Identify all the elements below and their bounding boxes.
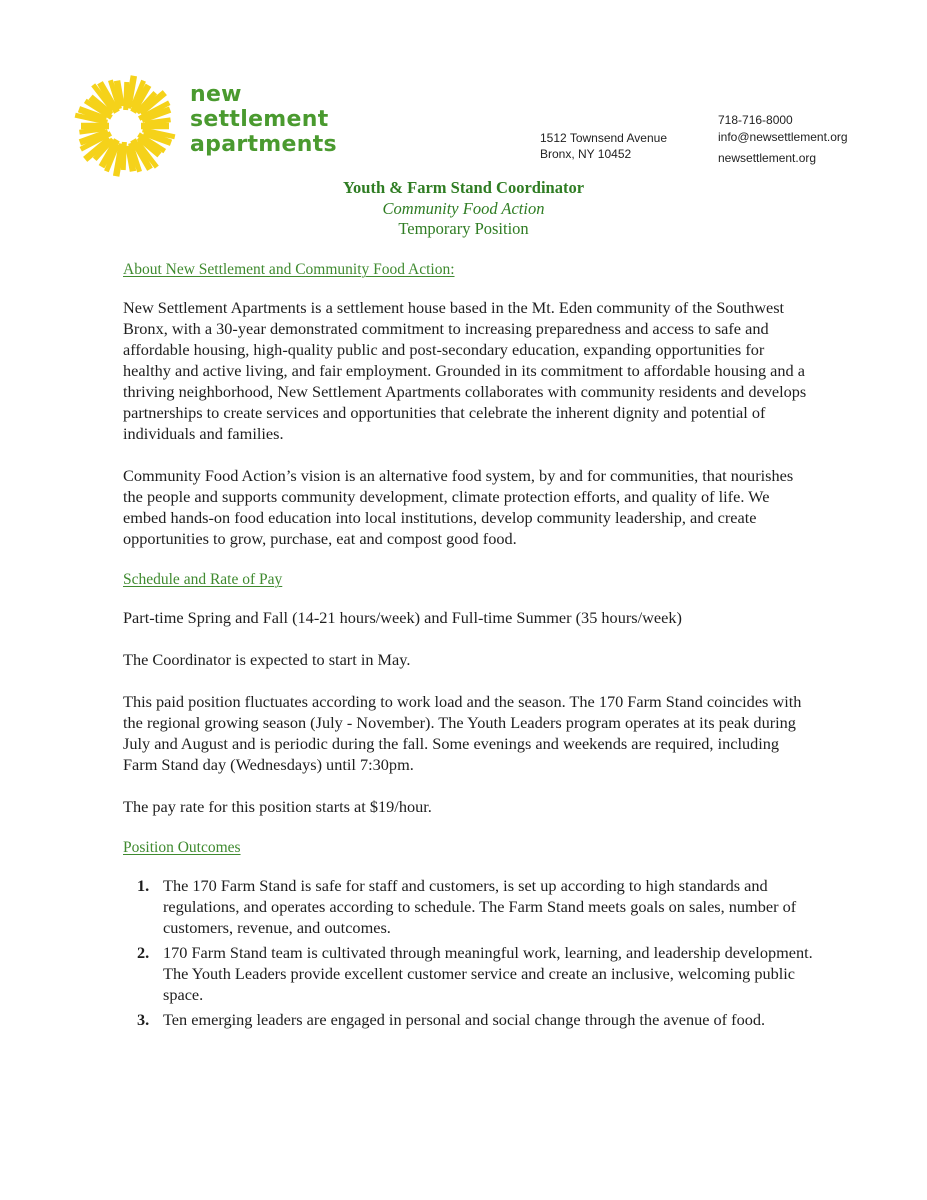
email: info@newsettlement.org — [718, 130, 848, 144]
list-item — [123, 942, 813, 1005]
outcomes-list — [123, 875, 813, 1030]
street: 1512 Townsend Avenue — [540, 131, 668, 145]
logo-line: settlement — [190, 107, 329, 132]
list-item — [123, 1009, 813, 1030]
website: newsettlement.org — [718, 151, 817, 165]
list-item — [123, 875, 813, 938]
pay-rate: The pay rate for this position starts at $19/hour. — [123, 797, 432, 816]
city: Bronx, NY 10452 — [540, 147, 632, 161]
sun-logo-icon — [72, 72, 178, 180]
schedule-hours: Part-time Spring and Fall (14-21 hours/week) and Full-time Summer (35 hours/week) — [123, 608, 682, 627]
logo-line: apartments — [190, 132, 337, 157]
item-number: 2. — [137, 943, 150, 962]
sun-ray — [117, 81, 122, 107]
about-paragraph-2: Community Food Action’s vision is an alternative food system, by and for communities, that nourishes the people and supports community development, climate protection efforts, and quality of life. We embed hands-on food education into local institutions, develop community leadership, and create opportunities to grow, purchase, eat and compost good food. — [123, 466, 794, 548]
item-text: The 170 Farm Stand is safe for staff and customers, is set up according to high standards and regulations, and operates according to schedule. The Farm Stand meets goals on sales, number of customers, revenue, and outcomes. — [163, 876, 797, 937]
outcomes-heading: Position Outcomes — [123, 839, 241, 856]
document-body — [123, 260, 813, 1051]
schedule-heading: Schedule and Rate of Pay — [123, 571, 283, 588]
schedule-details: This paid position fluctuates according to work load and the season. The 170 Farm Stand coincides with the regional growing season (July - November). The Youth Leaders program operates at its peak during July and August and is periodic during the fall. Some evenings and weekends are required, including Farm Stand day (Wednesdays) until 7:30pm. — [123, 692, 802, 774]
program-name: Community Food Action — [382, 199, 545, 218]
position-type: Temporary Position — [398, 219, 529, 238]
contact — [718, 112, 848, 167]
item-number: 3. — [137, 1010, 150, 1029]
logo-wordmark — [190, 82, 337, 157]
item-text: Ten emerging leaders are engaged in personal and social change through the avenue of food. — [163, 1010, 766, 1029]
item-text: 170 Farm Stand team is cultivated through meaningful work, learning, and leadership development. The Youth Leaders provide excellent customer service and create an inclusive, welcoming public space. — [163, 943, 813, 1004]
job-title: Youth & Farm Stand Coordinator — [342, 178, 585, 197]
about-paragraph-1: New Settlement Apartments is a settlement house based in the Mt. Eden community of the Southwest Bronx, with a 30-year demonstrated commitment to increasing preparedness and access to safe and affordable housing, high-quality public and post-secondary education, expanding opportunities for healthy and active living, and fair employment. Grounded in its commitment to affordable housing and a thriving neighborhood, New Settlement Apartments collaborates with community residents and develops partnerships to create services and opportunities that celebrate the inherent dignity and potential of individuals and families. — [123, 298, 807, 443]
logo-line: new — [190, 82, 242, 107]
item-number: 1. — [137, 876, 150, 895]
about-heading: About New Settlement and Community Food Action: — [123, 261, 455, 278]
sun-ray — [145, 120, 171, 123]
phone: 718-716-8000 — [718, 113, 793, 127]
sun-ray — [128, 146, 133, 172]
address — [540, 130, 667, 162]
schedule-start: The Coordinator is expected to start in May. — [123, 650, 411, 669]
